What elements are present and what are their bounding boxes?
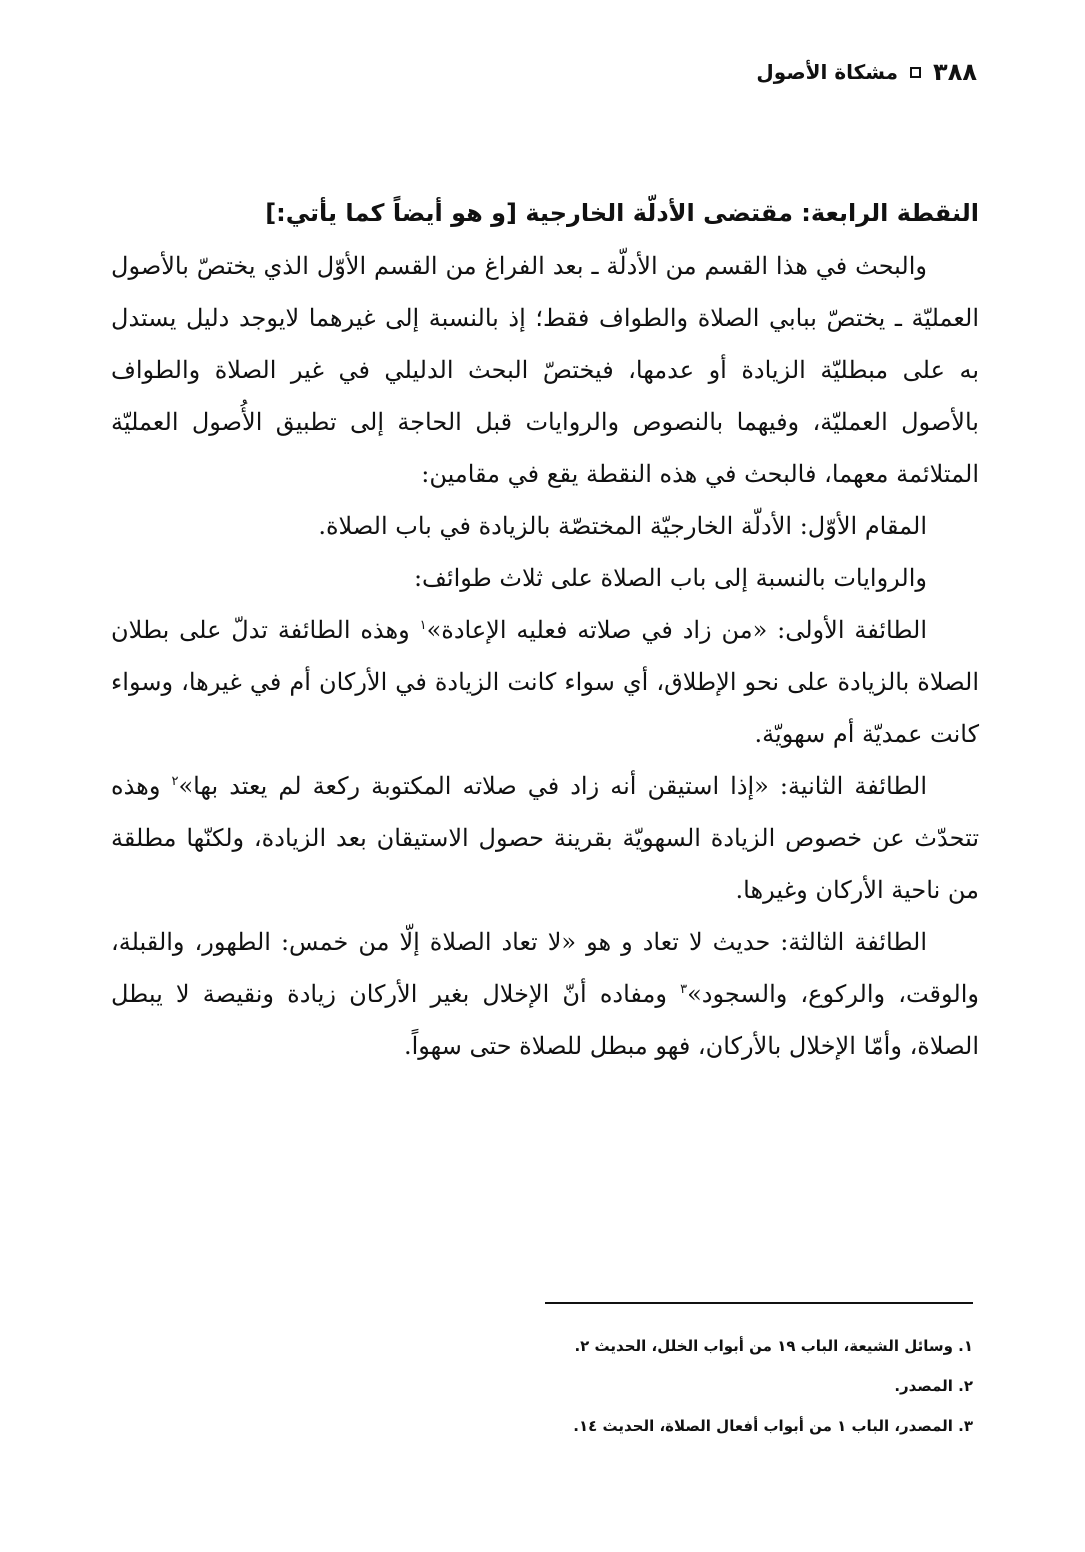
second-group-explanation: وهذه تتحدّث عن خصوص الزيادة السهويّة بقرينة حصول الاستيقان بعد الزيادة، ولكنّها مطلقة من ناحية الأركان وغيرها. [111, 772, 979, 904]
paragraph-second-group [111, 760, 979, 916]
footnote-divider [545, 1302, 973, 1304]
footnote-1: ١. وسائل الشيعة، الباب ١٩ من أبواب الخلل، الحديث ٢. [574, 1337, 973, 1355]
footnote-ref-1[interactable]: ١ [419, 618, 427, 633]
footnote-2: ٢. المصدر. [894, 1377, 973, 1395]
square-separator-icon [910, 67, 921, 78]
paragraph-first-group [111, 604, 979, 760]
footnote-ref-3[interactable]: ٣ [680, 982, 688, 997]
first-group-explanation: وهذه الطائفة تدلّ على بطلان الصلاة بالزيادة على نحو الإطلاق، أي سواء كانت الزيادة في الأركان أم في غيرها، وسواء كانت عمديّة أم سهويّة. [111, 616, 979, 748]
third-group-explanation: ومفاده أنّ الإخلال بغير الأركان زيادة ونقيصة لا يبطل الصلاة، وأمّا الإخلال بالأركان، فهو مبطل للصلاة حتى سهواً. [111, 980, 979, 1060]
main-text [111, 186, 979, 1072]
third-group-quote: الطائفة الثالثة: حديث لا تعاد و هو «لا تعاد الصلاة إلّا من خمس: الطهور، والقبلة، والوقت، والركوع، والسجود» [111, 928, 979, 1008]
footnote-3: ٣. المصدر، الباب ١ من أبواب أفعال الصلاة، الحديث ١٤. [573, 1417, 973, 1435]
page-number: ٣٨٨ [933, 58, 977, 86]
footnote-ref-2[interactable]: ٢ [171, 774, 179, 789]
paragraph-narrations-groups: والروايات بالنسبة إلى باب الصلاة على ثلاث طوائف: [413, 564, 927, 592]
paragraph-first-station: المقام الأوّل: الأدلّة الخارجيّة المختصّة بالزيادة في باب الصلاة. [318, 512, 927, 540]
footnotes [373, 1326, 973, 1446]
paragraph-third-group [111, 916, 979, 1072]
paragraph-intro: والبحث في هذا القسم من الأدلّة ـ بعد الفراغ من القسم الأوّل الذي يختصّ بالأصول العمليّة ـ يختصّ ببابي الصلاة والطواف فقط؛ إذ بالنسبة إلى غيرهما لايوجد دليل يستدل به على مبطليّة الزيادة أو عدمها، فيختصّ البحث الدليلي في غير الصلاة والطواف بالأصول العمليّة، وفيهما بالنصوص والروايات قبل الحاجة إلى تطبيق الأُصول العمليّة المتلائمة معهما، فالبحث في هذه النقطة يقع في مقامين: [111, 252, 979, 488]
running-head [756, 52, 977, 92]
section-heading: النقطة الرابعة: مقتضى الأدلّة الخارجية [و هو أيضاً كما يأتي:] [265, 199, 979, 227]
second-group-quote: الطائفة الثانية: «إذا استيقن أنه زاد في صلاته المكتوبة ركعة لم يعتد بها» [178, 772, 928, 800]
book-title: مشكاة الأصول [756, 60, 899, 84]
first-group-quote: الطائفة الأولى: «من زاد في صلاته فعليه الإعادة» [426, 616, 927, 644]
